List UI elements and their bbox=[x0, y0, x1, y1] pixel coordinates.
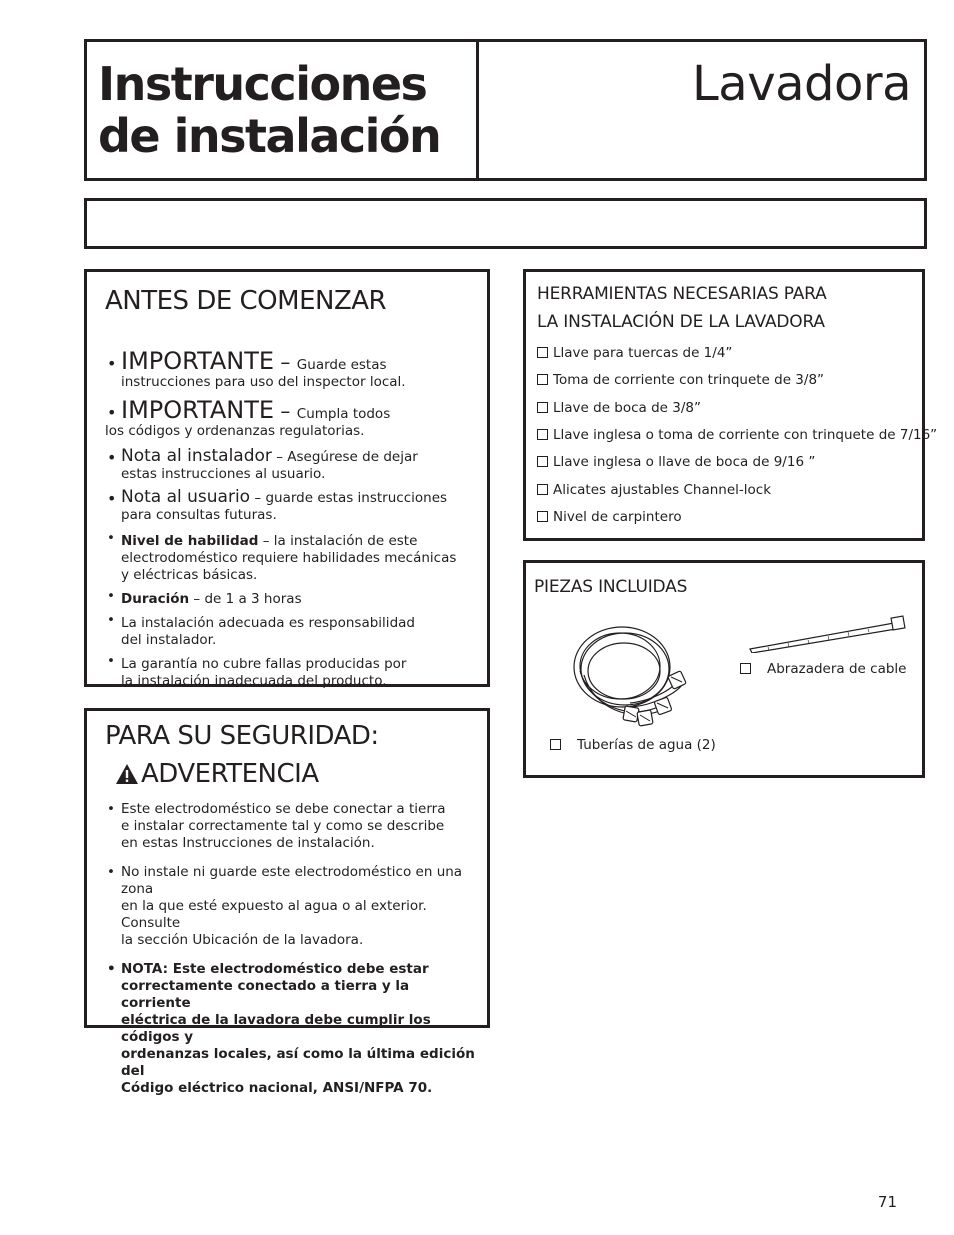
header-product-box bbox=[476, 39, 927, 181]
checklist-item-cable-tie: Abrazadera de cable bbox=[740, 661, 906, 678]
water-hoses-icon bbox=[570, 611, 690, 731]
list-item: • Nivel de habilidad – la instalación de este electrodoméstico requiere habilidades mecánicas y eléctricas básicas. bbox=[107, 530, 457, 583]
checklist-item: Llave para tuercas de 1/4” bbox=[537, 345, 732, 362]
list-item: • La instalación adecuada es responsabilidad del instalador. bbox=[107, 612, 415, 648]
checklist-item: Llave inglesa o toma de corriente con trinquete de 7/16” bbox=[537, 427, 937, 444]
checklist-item: Llave de boca de 3/8” bbox=[537, 400, 701, 417]
warning-triangle-icon bbox=[115, 762, 139, 792]
checkbox-icon bbox=[537, 456, 548, 467]
title-line-2: de instalación bbox=[98, 109, 441, 163]
list-item: • La garantía no cubre fallas producidas por la instalación inadecuada del producto. bbox=[107, 653, 407, 689]
checkbox-icon bbox=[537, 511, 548, 522]
list-item: • Nota al usuario – guarde estas instrucciones para consultas futuras. bbox=[107, 487, 448, 523]
empty-banner bbox=[84, 198, 927, 249]
checkbox-icon bbox=[740, 663, 751, 674]
document-title bbox=[98, 58, 440, 162]
seguridad-title: PARA SU SEGURIDAD: bbox=[105, 721, 379, 751]
piezas-section bbox=[523, 560, 925, 778]
list-item: • NOTA: Este electrodoméstico debe estar correctamente conectado a tierra y la corriente eléctrica de la lavadora debe cumplir los códigos y ordenanzas locales, así como la última edición del Código eléctrico nacional, ANSI/NFPA 70. bbox=[107, 961, 475, 1096]
title-line-1: Instrucciones bbox=[98, 57, 427, 111]
header-title-box bbox=[84, 39, 478, 181]
checkbox-icon bbox=[550, 739, 561, 750]
list-item: • No instale ni guarde este electrodoméstico en una zona en la que esté expuesto al agua o al exterior. Consulte la sección Ubicación de la lavadora. bbox=[107, 864, 463, 948]
list-item: • IMPORTANTE – Guarde estas instrucciones para uso del inspector local. bbox=[107, 347, 406, 390]
list-item: • Nota al instalador – Asegúrese de dejar estas instrucciones al usuario. bbox=[107, 446, 418, 482]
antes-de-comenzar-section bbox=[84, 269, 490, 687]
checkbox-icon bbox=[537, 429, 548, 440]
list-item: • Este electrodoméstico se debe conectar a tierra e instalar correctamente tal y como se describe en estas Instrucciones de instalación. bbox=[107, 801, 446, 851]
cable-tie-icon bbox=[748, 611, 908, 653]
checkbox-icon bbox=[537, 374, 548, 385]
herramientas-title: HERRAMIENTAS NECESARIAS PARA LA INSTALACIÓN DE LA LAVADORA bbox=[537, 284, 827, 332]
antes-title: ANTES DE COMENZAR bbox=[105, 286, 387, 316]
checklist-item: Llave inglesa o llave de boca de 9/16 ” bbox=[537, 454, 815, 471]
checkbox-icon bbox=[537, 347, 548, 358]
advertencia-heading: ADVERTENCIA bbox=[115, 759, 319, 792]
list-item: • Duración – de 1 a 3 horas bbox=[107, 588, 302, 607]
checkbox-icon bbox=[537, 484, 548, 495]
product-name: Lavadora bbox=[692, 56, 911, 112]
antes-list bbox=[105, 348, 475, 690]
list-item: • IMPORTANTE – Cumpla todos los códigos y ordenanzas regulatorias. bbox=[105, 396, 391, 439]
checklist-item: Alicates ajustables Channel-lock bbox=[537, 482, 771, 499]
seguridad-section bbox=[84, 708, 490, 1096]
checklist-item: Nivel de carpintero bbox=[537, 509, 682, 526]
checkbox-icon bbox=[537, 402, 548, 413]
checklist-item: Toma de corriente con trinquete de 3/8” bbox=[537, 372, 824, 389]
herramientas-section bbox=[523, 269, 938, 541]
seguridad-list bbox=[105, 801, 475, 1097]
page-number: 71 bbox=[877, 1193, 897, 1211]
checklist-item-hoses: Tuberías de agua (2) bbox=[550, 737, 716, 754]
piezas-title: PIEZAS INCLUIDAS bbox=[534, 577, 688, 597]
